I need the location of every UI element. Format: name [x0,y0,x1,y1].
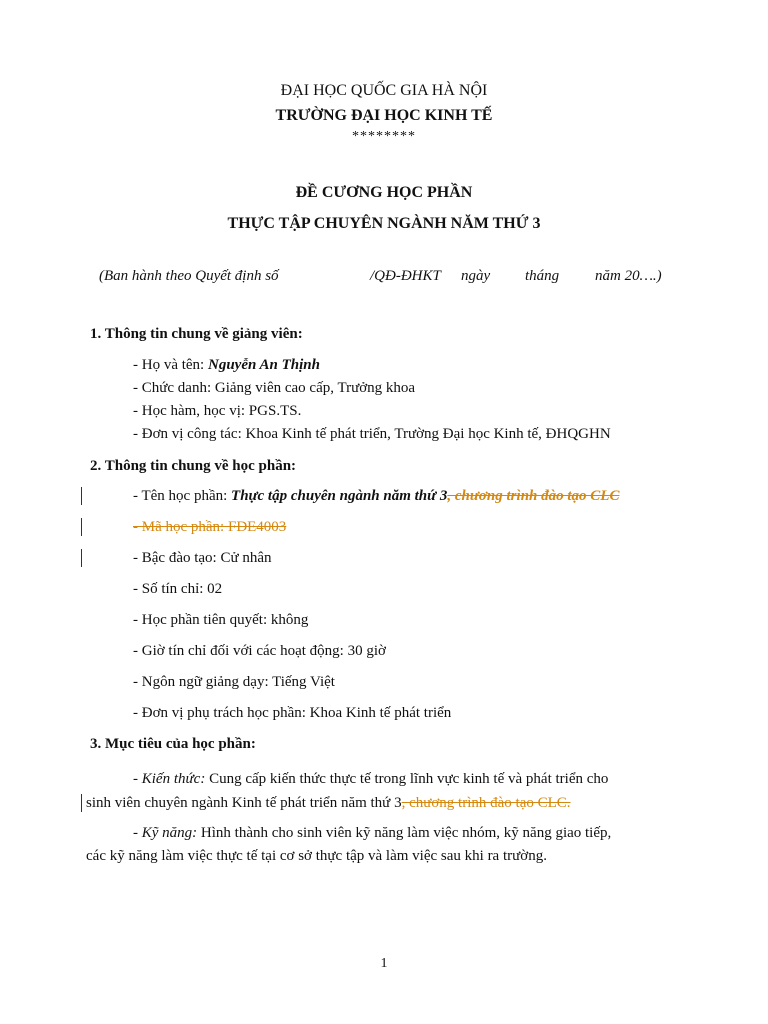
skills-text-2: các kỹ năng làm việc thực tế tại cơ sở thực tập và làm việc sau khi ra trường. [86,848,547,864]
header-separator: ******** [352,129,416,144]
page-number: 1 [380,956,388,971]
school-name: TRƯỜNG ĐẠI HỌC KINH TẾ [275,107,493,124]
credit-hours: - Giờ tín chỉ đối với các hoạt động: 30 giờ [133,643,386,659]
teaching-language: - Ngôn ngữ giảng dạy: Tiếng Việt [133,674,335,690]
education-level: - Bậc đào tạo: Cử nhân [133,550,272,566]
skills-label: Kỹ năng: [141,825,198,841]
decree-intro: (Ban hành theo Quyết định số [99,268,279,284]
skills-line-1: - Kỹ năng: Hình thành cho sinh viên kỹ năng làm việc nhóm, kỹ năng giao tiếp, [133,825,612,841]
decree-year: năm 20….) [595,268,662,284]
lecturer-name: Nguyễn An Thịnh [207,357,320,373]
decree-day: ngày [461,268,491,284]
section-2-heading: 2. Thông tin chung về học phần: [90,458,297,474]
knowledge-deleted: , chương trình đào tạo CLC. [401,795,571,811]
lecturer-degree: - Học hàm, học vị: PGS.TS. [133,403,302,419]
course-code-deleted: - Mã học phần: FDE4003 [133,519,287,535]
lecturer-name-label: - Họ và tên: [133,357,208,373]
decree-month: tháng [525,268,560,284]
change-bar [81,549,82,567]
knowledge-line-1: - Kiến thức: Cung cấp kiến thức thực tế trong lĩnh vực kinh tế và phát triển cho [133,771,609,787]
course-name-line [133,487,619,505]
decree-code: /QĐ-ĐHKT [370,268,441,284]
knowledge-text-2: sinh viên chuyên ngành Kinh tế phát triển năm thứ 3 [86,795,402,811]
course-title: THỰC TẬP CHUYÊN NGÀNH NĂM THỨ 3 [227,215,541,232]
change-bar [81,487,82,505]
course-name: Thực tập chuyên ngành năm thứ 3 [231,488,448,504]
knowledge-text-1: Cung cấp kiến thức thực tế trong lĩnh vực kinh tế và phát triển cho [209,771,609,787]
course-name-label: - Tên học phần: [133,488,232,504]
skills-text-1: Hình thành cho sinh viên kỹ năng làm việc nhóm, kỹ năng giao tiếp, [200,825,612,841]
prerequisite: - Học phần tiên quyết: không [133,612,309,628]
knowledge-line-2 [86,794,571,812]
document-title: ĐỀ CƯƠNG HỌC PHẦN [295,184,473,201]
lecturer-position: - Chức danh: Giảng viên cao cấp, Trưởng khoa [133,380,416,396]
responsible-department: - Đơn vị phụ trách học phần: Khoa Kinh tế phát triển [133,705,452,721]
section-1-heading: 1. Thông tin chung về giảng viên: [90,326,303,342]
university-name: ĐẠI HỌC QUỐC GIA HÀ NỘI [280,82,488,99]
change-bar [81,518,82,536]
lecturer-name-line [133,356,320,374]
course-name-deleted: , chương trình đào tạo CLC [447,488,620,504]
knowledge-label: Kiến thức: [141,771,206,787]
change-bar [81,794,82,812]
section-3-heading: 3. Mục tiêu của học phần: [90,736,256,752]
lecturer-unit: - Đơn vị công tác: Khoa Kinh tế phát triển, Trường Đại học Kinh tế, ĐHQGHN [133,426,611,442]
credit-count: - Số tín chỉ: 02 [133,581,223,597]
